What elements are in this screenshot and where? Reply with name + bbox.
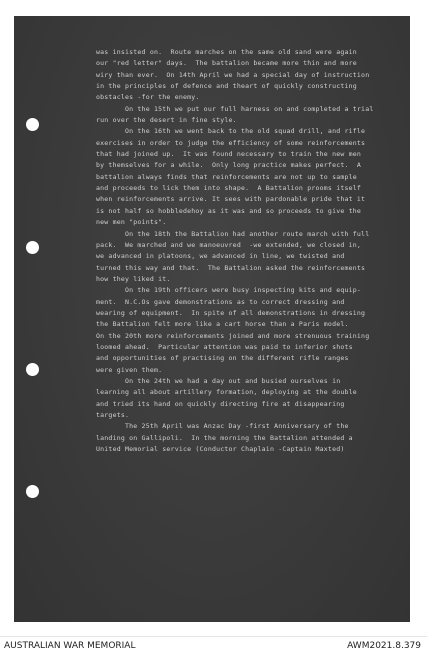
text-line: obstacles -for the enemy.: [96, 93, 200, 102]
punch-hole: [26, 363, 39, 376]
text-line: that had joined up. It was found necessary to train the new men: [96, 150, 362, 159]
punch-hole: [26, 118, 39, 131]
footer-bar: [0, 636, 427, 654]
text-line: wearing of equipment. In spite of all demonstrations in dressing: [96, 308, 366, 317]
text-line: we advanced in platoons, we advanced in line, we twisted and: [96, 252, 345, 261]
text-line: in the principles of defence and theart of quickly constructing: [96, 82, 357, 91]
text-line: ment. N.C.Os gave demonstrations as to correct dressing and: [96, 297, 345, 306]
text-line: when reinforcements arrive. It sees with pardonable pride that it: [96, 195, 366, 204]
text-line: United Memorial service (Conductor Chaplain -Captain Maxted): [96, 445, 345, 454]
text-line: targets.: [96, 411, 130, 419]
punch-hole: [26, 241, 39, 254]
text-line: On the 24th we had a day out and busied ourselves in: [96, 376, 341, 385]
text-line: loomed ahead. Particular attention was paid to inferior shots: [96, 342, 353, 351]
institution-name: AUSTRALIAN WAR MEMORIAL: [4, 641, 136, 651]
text-line: On the 16th we went back to the old squad drill, and rifle: [96, 127, 366, 136]
text-line: is not half so hobbledehoy as it was and so proceeds to give the: [96, 206, 362, 215]
typewritten-text: [96, 47, 410, 455]
text-line: by themselves for a while. Only long practice makes perfect. A: [96, 161, 362, 170]
text-line: and proceeds to lick them into shape. A Battalion prooms itself: [96, 184, 362, 193]
text-line: On the 15th we put our full harness on and completed a trial: [96, 104, 374, 113]
text-line: pack. We marched and we manoeuvred -we extended, we closed in,: [96, 240, 362, 249]
text-line: landing on Gallipoli. In the morning the Battalion attended a: [96, 433, 353, 442]
reference-number: AWM2021.8.379: [347, 641, 421, 651]
text-line: On the 20th more reinforcements joined and more strenuous training: [96, 331, 370, 340]
text-line: were given them.: [96, 365, 163, 374]
text-line: wiry than ever. On 14th April we had a special day of instruction: [96, 70, 370, 79]
text-line: On the 19th officers were busy inspecting kits and equip-: [96, 286, 362, 295]
text-line: run over the desert in fine style.: [96, 116, 237, 125]
text-line: battalion always finds that reinforcements are not up to sample: [96, 172, 357, 181]
typewritten-page: [14, 16, 410, 622]
punch-hole: [26, 485, 39, 498]
text-line: and tried its hand on quickly directing fire at disappearing: [96, 399, 345, 408]
text-line: how they liked it.: [96, 274, 171, 283]
text-line: new men "points".: [96, 218, 167, 227]
text-line: learning all about artillery formation, deploying at the double: [96, 388, 357, 397]
text-line: and opportunities of practising on the different rifle ranges: [96, 354, 349, 363]
text-line: turned this way and that. The Battalion asked the reinforcements: [96, 263, 366, 272]
text-line: was insisted on. Route marches on the same old sand were again: [96, 48, 357, 56]
text-line: our "red letter" days. The battalion became more thin and more: [96, 59, 357, 68]
text-line: the Battalion felt more like a cart horse than a Paris model.: [96, 320, 349, 329]
text-line: exercises in order to judge the efficiency of some reinforcements: [96, 138, 366, 147]
text-line: On the 18th the Battalion had another route march with full: [96, 229, 370, 238]
text-line: The 25th April was Anzac Day -first Anniversary of the: [96, 422, 349, 431]
